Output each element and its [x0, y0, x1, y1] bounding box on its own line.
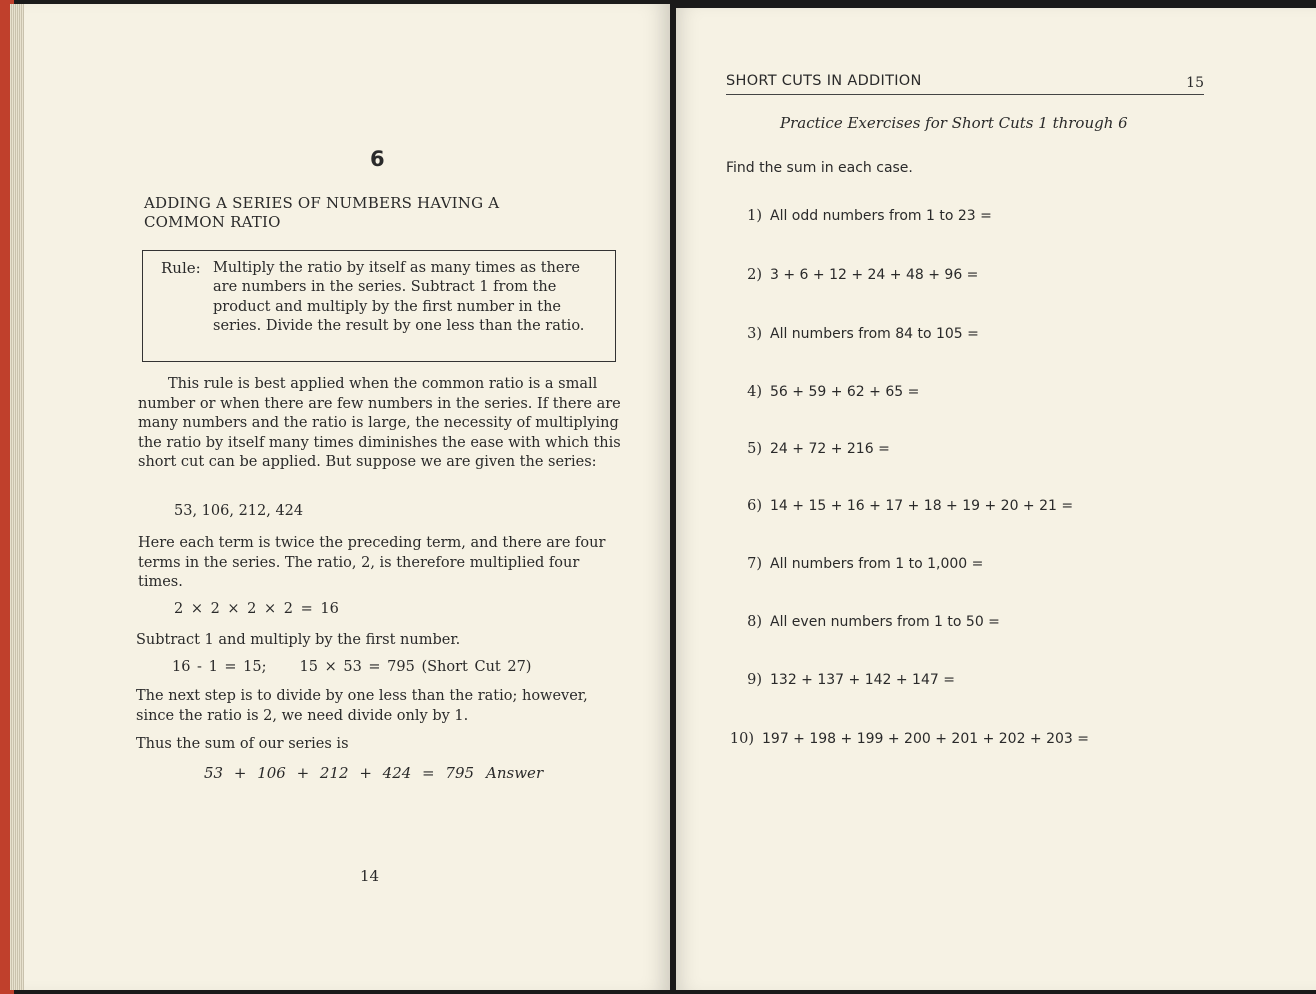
example-series: 53, 106, 212, 424: [174, 503, 304, 519]
running-head: [726, 72, 1204, 95]
paragraph-explanation: Here each term is twice the preceding term, and there are four terms in the series. The ratio, 2, is therefore multiplied four times.: [138, 535, 606, 590]
exercise-item: 10) 197 + 198 + 199 + 200 + 201 + 202 + 203 =: [729, 731, 1090, 747]
exercise-item: 1) All odd numbers from 1 to 23 =: [747, 208, 992, 224]
left-page: [10, 4, 670, 990]
page-edges: [10, 4, 24, 990]
right-page: [676, 8, 1316, 990]
answer-word: Answer: [486, 764, 544, 782]
rule-box: [142, 250, 616, 362]
answer-expression: 53 + 106 + 212 + 424 = 795: [204, 764, 475, 782]
paragraph-subtract: Subtract 1 and multiply by the first number.: [136, 632, 461, 648]
exercise-item: 5) 24 + 72 + 216 =: [747, 441, 890, 457]
exercise-item: 3) All numbers from 84 to 105 =: [747, 326, 979, 342]
rule-text: Multiply the ratio by itself as many times as there are numbers in the series. Subtract 1 from the product and multiply by the first number in the series. Divide the result by one less than the ratio.: [213, 260, 585, 334]
paragraph-intro: This rule is best applied when the common ratio is a small number or when there are few numbers in the series. If there are many numbers and the ratio is large, the necessity of multiplying the ratio by itself many times diminishes the ease with which this short cut can be applied. But suppose we are given the series:: [138, 376, 621, 470]
exercise-item: 7) All numbers from 1 to 1,000 =: [747, 556, 984, 572]
calculation-multiply: 16 - 1 = 15; 15 × 53 = 795 (Short Cut 27): [172, 659, 532, 675]
exercises-subtitle: Practice Exercises for Short Cuts 1 through 6: [780, 114, 1128, 132]
exercise-item: 6) 14 + 15 + 16 + 17 + 18 + 19 + 20 + 21 =: [747, 498, 1074, 514]
calculation-power: 2 × 2 × 2 × 2 = 16: [174, 601, 339, 617]
exercise-item: 8) All even numbers from 1 to 50 =: [747, 614, 1000, 630]
instruction: Find the sum in each case.: [726, 160, 913, 176]
section-heading: ADDING A SERIES OF NUMBERS HAVING A COMMON RATIO: [144, 194, 500, 231]
exercise-item: 4) 56 + 59 + 62 + 65 =: [747, 384, 920, 400]
exercise-item: 2) 3 + 6 + 12 + 24 + 48 + 96 =: [747, 267, 979, 283]
running-head-title: SHORT CUTS IN ADDITION: [726, 73, 922, 89]
rule-label: Rule:: [161, 259, 201, 277]
page-number: 15: [1186, 75, 1204, 91]
paragraph-divide: The next step is to divide by one less than the ratio; however, since the ratio is 2, we need divide only by 1.: [136, 688, 588, 724]
exercise-item: 9) 132 + 137 + 142 + 147 =: [747, 672, 955, 688]
page-number: 14: [360, 867, 380, 885]
chapter-number: 6: [370, 147, 385, 171]
paragraph-thus: Thus the sum of our series is: [136, 736, 349, 752]
answer-line: [204, 764, 543, 782]
